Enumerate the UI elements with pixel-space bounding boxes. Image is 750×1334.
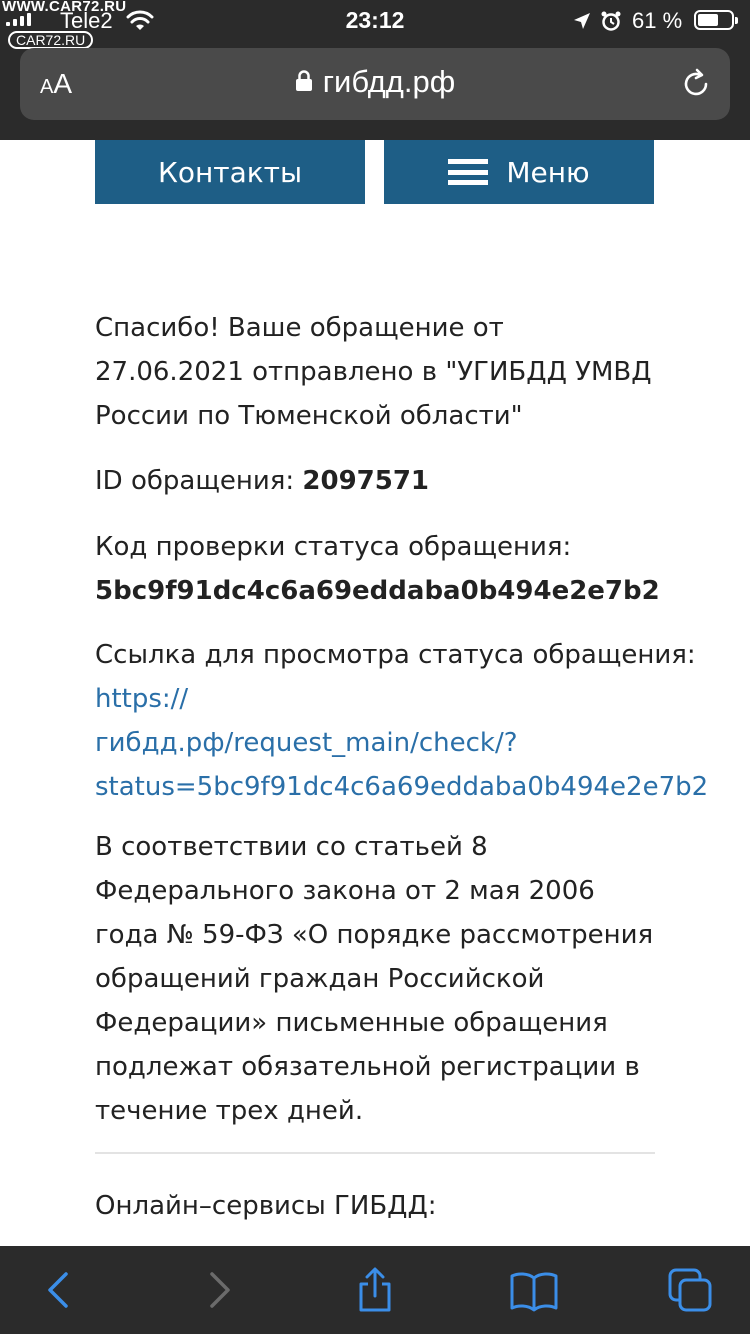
tabs-icon[interactable]: [666, 1266, 714, 1314]
status-link-row: [95, 633, 735, 809]
url-text: гибдд.рф: [322, 64, 456, 99]
text-size-button[interactable]: AA: [40, 68, 73, 99]
reload-icon[interactable]: [680, 68, 712, 100]
battery-icon: [694, 10, 734, 30]
status-time: 23:12: [345, 7, 405, 33]
lock-icon: [295, 70, 313, 92]
status-code-row: [95, 525, 660, 613]
request-id-label: ID обращения:: [95, 466, 295, 496]
status-bar: [0, 0, 750, 48]
browser-toolbar: [0, 1246, 750, 1334]
forward-icon[interactable]: [196, 1266, 240, 1314]
address-bar[interactable]: [20, 48, 730, 120]
status-link[interactable]: https:// гибдд.рф/request_main/check/? status=5bc9f91dc4c6a69eddaba0b494e2e7b2: [95, 684, 709, 802]
url-display[interactable]: [20, 64, 730, 100]
request-id-row: [95, 459, 429, 503]
watermark-text: WWW.CAR72.RU: [2, 0, 127, 15]
contacts-label: Контакты: [157, 155, 303, 189]
menu-button[interactable]: [384, 140, 654, 204]
contacts-button[interactable]: [95, 140, 365, 204]
carrier-name: Tele2: [60, 8, 113, 33]
online-services-heading: Онлайн–сервисы ГИБДД:: [95, 1191, 437, 1221]
back-icon[interactable]: [38, 1266, 82, 1314]
confirmation-text: Спасибо! Ваше обращение от 27.06.2021 отправлено в "УГИБДД УМВД России по Тюменской области": [95, 313, 652, 431]
status-code-value: 5bc9f91dc4c6a69eddaba0b494e2e7b2: [95, 576, 660, 606]
alarm-clock-icon: [600, 10, 622, 32]
status-link-label: Ссылка для просмотра статуса обращения:: [95, 640, 696, 670]
location-arrow-icon: [572, 11, 592, 31]
watermark-badge: CAR72.RU: [8, 31, 93, 49]
battery-fill: [698, 14, 718, 26]
request-id-value: 2097571: [302, 466, 430, 496]
section-divider: [95, 1152, 655, 1154]
bookmarks-icon[interactable]: [508, 1266, 560, 1314]
hamburger-icon: [448, 159, 488, 185]
law-notice: В соответствии со статьей 8 Федерального закона от 2 мая 2006 года № 59-ФЗ «О порядке рассмотрения обращений граждан Российской Федерации» письменные обращения подлежат обязательной регистрации в течение трех дней.: [95, 832, 654, 1126]
battery-percent: 61 %: [632, 8, 683, 33]
status-code-label: Код проверки статуса обращения:: [95, 532, 572, 562]
menu-label: Меню: [506, 155, 590, 189]
browser-top-chrome: [0, 0, 750, 140]
share-icon[interactable]: [353, 1266, 397, 1314]
